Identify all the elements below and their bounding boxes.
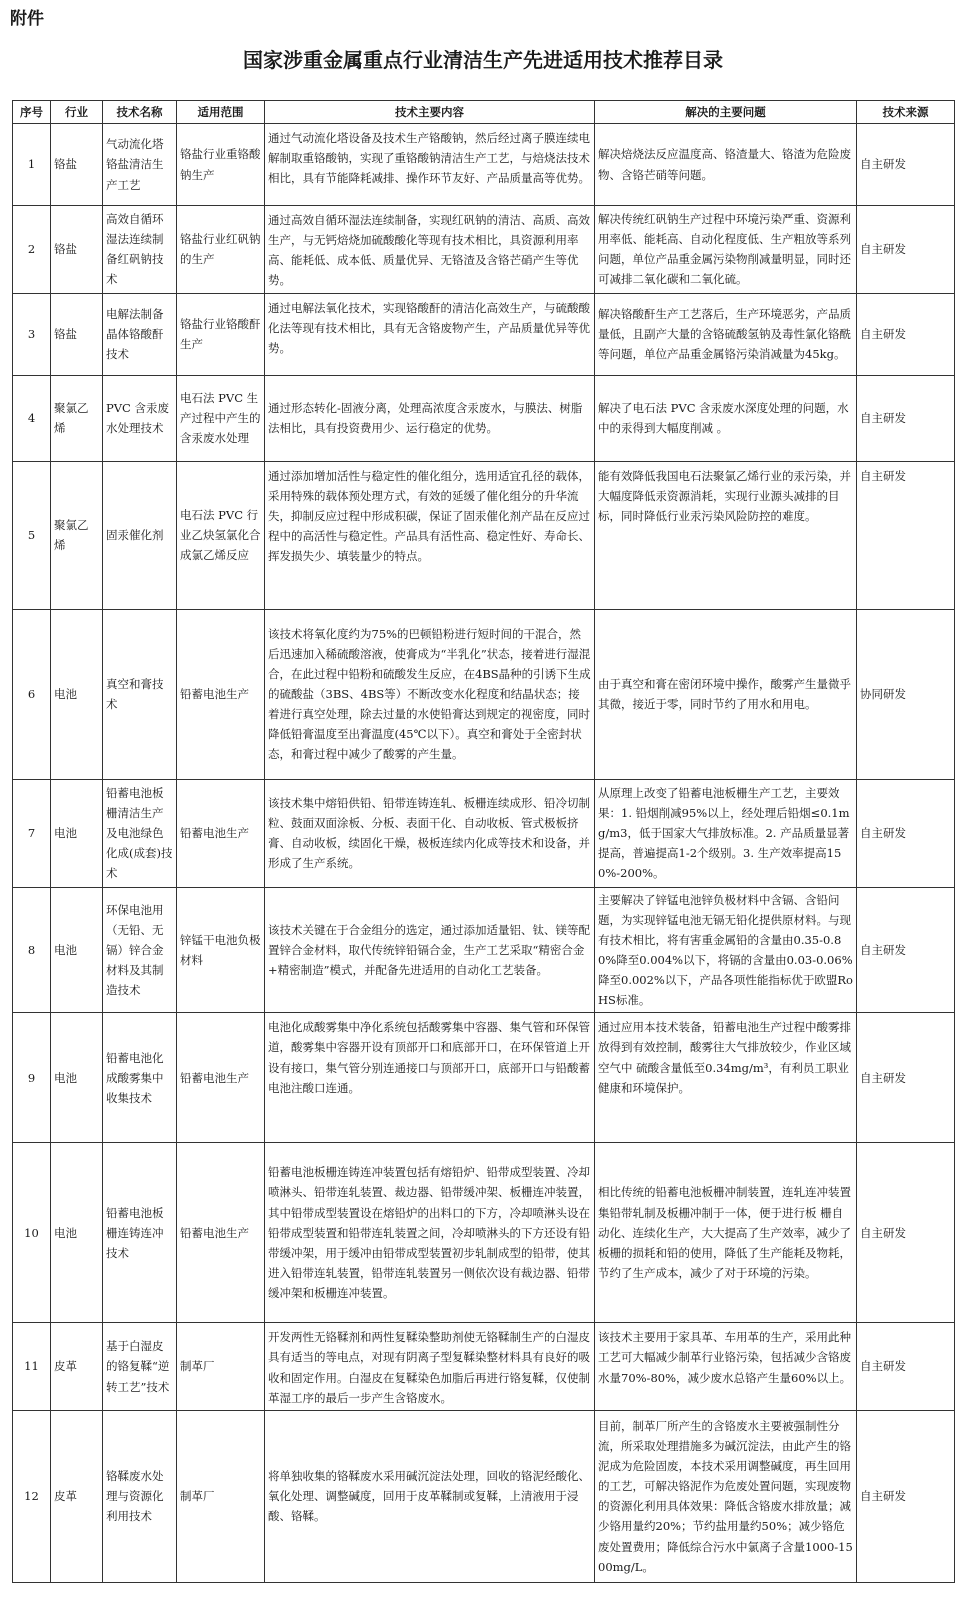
cell-name: 气动流化塔铬盐清洁生产工艺 [103,124,177,206]
cell-no: 5 [13,461,51,609]
cell-source: 协同研发 [857,609,955,779]
cell-name: 基于白湿皮的铬复鞣“逆转工艺”技术 [103,1323,177,1411]
cell-content: 通过高效自循环湿法连续制备，实现红矾钠的清洁、高质、高效生产，与无钙焙烧加硫酸酸化等现有技术相比，具资源利用率高、能耗低、成本低、质量优异、无铬渣及含铬芒硝产生等优势。 [265,206,595,294]
cell-industry: 聚氯乙烯 [51,461,103,609]
cell-content: 通过气动流化塔设备及技术生产铬酸钠，然后经过离子膜连续电解制取重铬酸钠，实现了重铬酸钠清洁生产工艺，与焙烧法技术相比，具有节能降耗减排、操作环节友好、产品质量高等优势。 [265,124,595,206]
cell-source: 自主研发 [857,1410,955,1582]
table-row [13,375,955,461]
cell-no: 4 [13,375,51,461]
cell-scope: 电石法 PVC 行业乙炔氢氯化合成氯乙烯反应 [177,461,265,609]
cell-name: 电解法制备晶体铬酸酐技术 [103,293,177,375]
cell-problem: 目前，制革厂所产生的含铬废水主要被强制性分流，所采取处理措施多为碱沉淀法，由此产生的铬泥成为危险固废，本技术采用调整碱度，再生回用的工艺，可解决铬泥作为危废处置问题，实现废物的资源化利用具体效果：降低含铬废水排放量；减少铬用量约20%；节约盐用量约50%；减少铬危废处置费用；降低综合污水中氯离子含量1000-1500mg/L。 [595,1410,857,1582]
table-row [13,461,955,609]
cell-problem: 从原理上改变了铅蓄电池板栅生产工艺，主要效果：1. 铅烟削减95%以上，经处理后铅烟≤0.1mg/m3，低于国家大气排放标准。2. 产品质量显著提高，普遍提高1-2个级别。3. 生产效率提高150%-200%。 [595,779,857,887]
cell-content: 该技术集中熔铅供铅、铅带连铸连轧、板栅连续成形、铅冷切制粒、鼓面双面涂板、分板、表面干化、自动收板、管式极板挤膏、自动收板，续固化干燥，极板连续内化成等技术和设备，并形成了生产系统。 [265,779,595,887]
table-row [13,609,955,779]
cell-name: 铬鞣废水处理与资源化利用技术 [103,1410,177,1582]
cell-problem: 主要解决了锌锰电池锌负极材料中含镉、含铅问题，为实现锌锰电池无镉无铅化提供原材料。与现有技术相比，将有害重金属铅的含量由0.35-0.80%降至0.004%以下，将镉的含量由0.03-0.06%降至0.002%以下，产品各项性能指标优于欧盟RoHS标准。 [595,887,857,1013]
cell-scope: 制革厂 [177,1410,265,1582]
table-row [13,124,955,206]
cell-no: 10 [13,1143,51,1323]
cell-name: 高效自循环湿法连续制备红矾钠技术 [103,206,177,294]
cell-no: 7 [13,779,51,887]
cell-name: 铅蓄电池化成酸雾集中收集技术 [103,1013,177,1143]
cell-no: 11 [13,1323,51,1411]
cell-industry: 铬盐 [51,293,103,375]
cell-no: 2 [13,206,51,294]
cell-scope: 电石法 PVC 生产过程中产生的含汞废水处理 [177,375,265,461]
table-row [13,1013,955,1143]
cell-name: 铅蓄电池板栅清洁生产及电池绿色化成(成套)技术 [103,779,177,887]
cell-industry: 电池 [51,1143,103,1323]
header-no: 序号 [13,101,51,124]
header-scope: 适用范围 [177,101,265,124]
cell-scope: 铅蓄电池生产 [177,779,265,887]
cell-problem: 解决传统红矾钠生产过程中环境污染严重、资源利用率低、能耗高、自动化程度低、生产粗放等系列问题，单位产品重金属污染物削减量明显，同时还可减排二氧化碳和二氧化硫。 [595,206,857,294]
cell-scope: 锌锰干电池负极材料 [177,887,265,1013]
cell-no: 8 [13,887,51,1013]
cell-industry: 皮革 [51,1323,103,1411]
cell-content: 将单独收集的铬鞣废水采用碱沉淀法处理，回收的铬泥经酸化、氧化处理、调整碱度，回用于皮革鞣制或复鞣，上清液用于浸酸、铬鞣。 [265,1410,595,1582]
cell-name: 铅蓄电池板栅连铸连冲技术 [103,1143,177,1323]
cell-source: 自主研发 [857,293,955,375]
cell-no: 9 [13,1013,51,1143]
cell-source: 自主研发 [857,887,955,1013]
table-row [13,1410,955,1582]
cell-no: 1 [13,124,51,206]
cell-scope: 铅蓄电池生产 [177,1143,265,1323]
header-content: 技术主要内容 [265,101,595,124]
cell-industry: 电池 [51,1013,103,1143]
cell-source: 自主研发 [857,375,955,461]
table-header-row [13,101,955,124]
cell-content: 通过添加增加活性与稳定性的催化组分，选用适宜孔径的载体，采用特殊的载体预处理方式，有效的延缓了催化组分的升华流失，抑制反应过程中形成积碳，保证了固汞催化剂产品在反应过程中的高活性与稳定性。产品具有活性高、稳定性好、寿命长、挥发损失少、填装量少的特点。 [265,461,595,609]
header-name: 技术名称 [103,101,177,124]
cell-problem: 该技术主要用于家具革、车用革的生产，采用此种工艺可大幅减少制革行业铬污染，包括减少含铬废水量70%-80%，减少废水总铬产生量60%以上。 [595,1323,857,1411]
cell-source: 自主研发 [857,206,955,294]
cell-scope: 制革厂 [177,1323,265,1411]
cell-scope: 铬盐行业重铬酸钠生产 [177,124,265,206]
cell-problem: 解决铬酸酐生产工艺落后，生产环境恶劣，产品质量低，且副产大量的含铬硫酸氢钠及毒性氯化铬酰等问题，单位产品重金属铬污染消减量为45kg。 [595,293,857,375]
cell-problem: 解决了电石法 PVC 含汞废水深度处理的问题，水中的汞得到大幅度削减 。 [595,375,857,461]
cell-scope: 铅蓄电池生产 [177,1013,265,1143]
cell-source: 自主研发 [857,1143,955,1323]
cell-problem: 由于真空和膏在密闭环境中操作，酸雾产生量微乎其微，接近于零，同时节约了用水和用电。 [595,609,857,779]
cell-content: 电池化成酸雾集中净化系统包括酸雾集中容器、集气管和环保管道，酸雾集中容器开设有顶部开口和底部开口，在环保管道上开设有接口，集气管分别连通接口与顶部开口，底部开口与铅酸蓄电池注酸口连通。 [265,1013,595,1143]
cell-problem: 能有效降低我国电石法聚氯乙烯行业的汞污染，并大幅度降低汞资源消耗，实现行业源头减排的目标，同时降低行业汞污染风险防控的难度。 [595,461,857,609]
cell-name: 环保电池用（无铅、无镉）锌合金材料及其制造技术 [103,887,177,1013]
table-row [13,887,955,1013]
cell-source: 自主研发 [857,124,955,206]
cell-scope: 铬盐行业红矾钠的生产 [177,206,265,294]
cell-scope: 铅蓄电池生产 [177,609,265,779]
cell-content: 通过电解法氧化技术，实现铬酸酐的清洁化高效生产，与硫酸酸化法等现有技术相比，具有无含铬废物产生，产品质量优异等优势。 [265,293,595,375]
cell-content: 铅蓄电池板栅连铸连冲装置包括有熔铅炉、铅带成型装置、冷却喷淋头、铅带连轧装置、裁边器、铅带缓冲架、板栅连冲装置，其中铅带成型装置设在熔铅炉的出料口的下方，冷却喷淋头设在铅带成型装置和铅带连轧装置之间，冷却喷淋头的下方还设有铅带缓冲架，用于缓冲由铅带成型装置初步轧制成型的铅带，使其进入铅带连轧装置，铅带连轧装置另一侧依次设有裁边器、铅带缓冲架和板栅连冲装置。 [265,1143,595,1323]
cell-no: 3 [13,293,51,375]
cell-industry: 电池 [51,609,103,779]
cell-content: 开发两性无铬鞣剂和两性复鞣染整助剂使无铬鞣制生产的白湿皮具有适当的等电点，对现有阴离子型复鞣染整材料具有良好的吸收和固定作用。白湿皮在复鞣染色加脂后再进行铬复鞣，仅使制革湿工序的最后一步产生含铬废水。 [265,1323,595,1411]
cell-industry: 皮革 [51,1410,103,1582]
header-industry: 行业 [51,101,103,124]
header-problem: 解决的主要问题 [595,101,857,124]
cell-source: 自主研发 [857,1323,955,1411]
cell-problem: 通过应用本技术装备，铅蓄电池生产过程中酸雾排放得到有效控制，酸雾往大气排放较少，作业区域空气中 硫酸含量低至0.34mg/m³，有利员工职业健康和环境保护。 [595,1013,857,1143]
table-row [13,1323,955,1411]
cell-industry: 电池 [51,887,103,1013]
cell-source: 自主研发 [857,1013,955,1143]
table-row [13,293,955,375]
table-row [13,1143,955,1323]
cell-source: 自主研发 [857,461,955,609]
cell-content: 该技术将氧化度约为75%的巴顿铅粉进行短时间的干混合，然后迅速加入稀硫酸溶液，使膏成为“半乳化”状态，接着进行湿混合，在此过程中铅粉和硫酸发生反应，在4BS晶种的引诱下生成的硫酸盐（3BS、4BS等）不断改变水化程度和结晶状态；接着进行真空处理，除去过量的水使铅膏达到规定的视密度，同时降低铅膏温度至出膏温度(45℃以下）。真空和膏处于全密封状态，和膏过程中减少了酸雾的产生量。 [265,609,595,779]
cell-no: 6 [13,609,51,779]
page-title: 国家涉重金属重点行业清洁生产先进适用技术推荐目录 [243,48,723,72]
cell-name: PVC 含汞废水处理技术 [103,375,177,461]
cell-scope: 铬盐行业铬酸酐生产 [177,293,265,375]
header-source: 技术来源 [857,101,955,124]
cell-industry: 铬盐 [51,206,103,294]
cell-problem: 相比传统的铅蓄电池板栅冲制装置，连轧连冲装置集铅带轧制及板栅冲制于一体，便于进行板 栅自动化、连续化生产，大大提高了生产效率，减少了板栅的损耗和铅的使用，降低了生产能耗及物耗，节约了生产成本，减少了对于环境的污染。 [595,1143,857,1323]
cell-industry: 铬盐 [51,124,103,206]
cell-content: 该技术关键在于合金组分的选定，通过添加适量铝、钛、镁等配置锌合金材料，取代传统锌铅镉合金，生产工艺采取“精密合金+精密制造”模式，并配备先进适用的自动化工艺装备。 [265,887,595,1013]
cell-content: 通过形态转化-固液分离，处理高浓度含汞废水，与膜法、树脂法相比，具有投资费用少、运行稳定的优势。 [265,375,595,461]
cell-problem: 解决焙烧法反应温度高、铬渣量大、铬渣为危险废物、含铬芒硝等问题。 [595,124,857,206]
cell-industry: 电池 [51,779,103,887]
cell-name: 真空和膏技术 [103,609,177,779]
cell-name: 固汞催化剂 [103,461,177,609]
technology-table [12,100,955,1583]
cell-source: 自主研发 [857,779,955,887]
attachment-label: 附件 [10,9,44,29]
table-row [13,779,955,887]
cell-no: 12 [13,1410,51,1582]
cell-industry: 聚氯乙烯 [51,375,103,461]
table-row [13,206,955,294]
